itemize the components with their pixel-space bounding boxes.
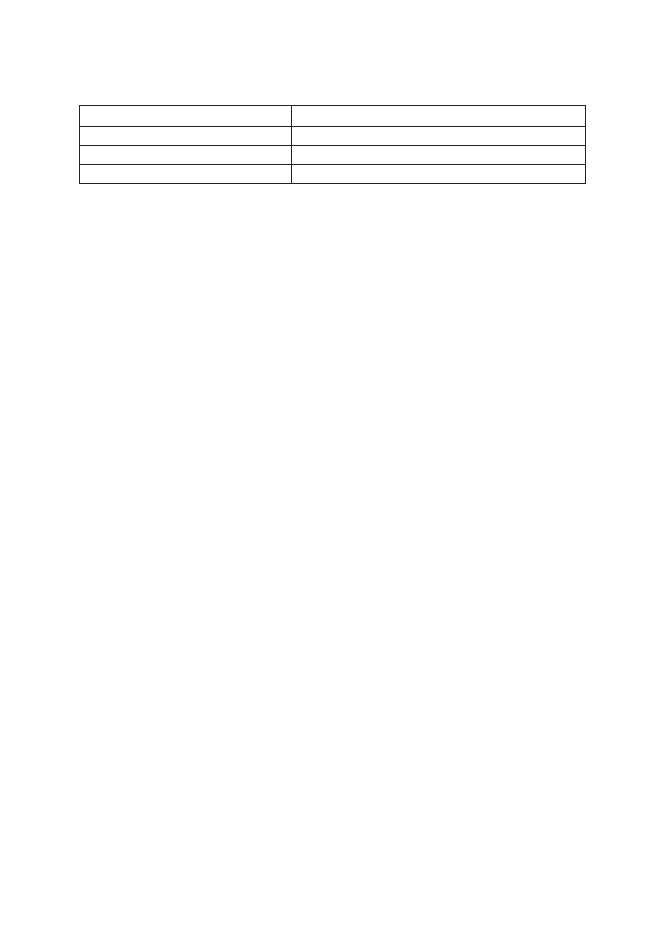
table-row	[80, 146, 586, 165]
table-cell	[80, 146, 292, 165]
table-cell	[80, 165, 292, 184]
table-row	[80, 165, 586, 184]
table-header-row	[80, 106, 586, 127]
table-header-class	[80, 106, 292, 127]
table-cell	[80, 127, 292, 146]
table-cell	[292, 165, 586, 184]
outputs-table	[79, 105, 586, 184]
table-row	[80, 127, 586, 146]
table-cell	[292, 146, 586, 165]
table-cell	[292, 127, 586, 146]
table-header-outputs	[292, 106, 586, 127]
document-body	[79, 92, 586, 192]
